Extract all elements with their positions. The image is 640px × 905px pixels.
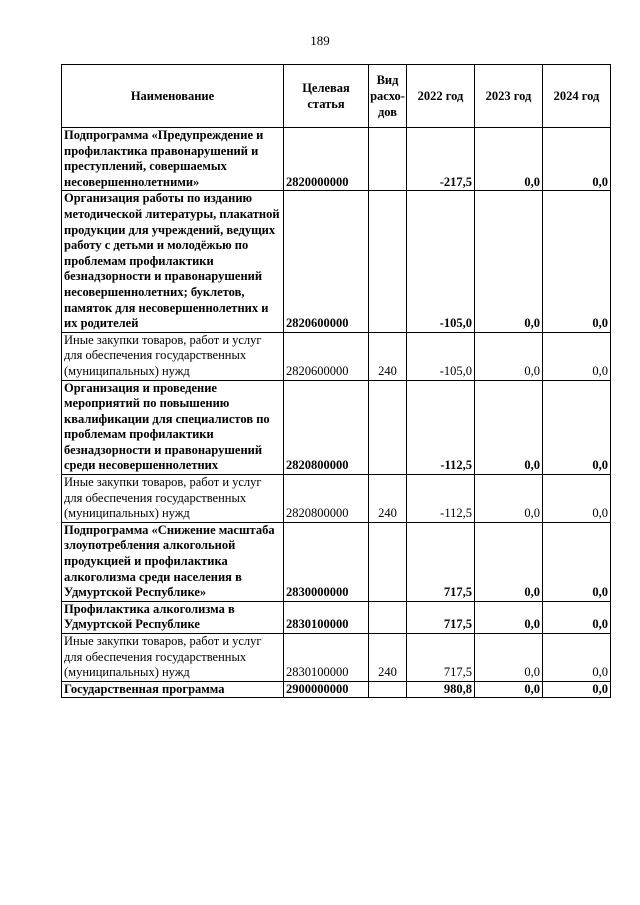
row-target: 2900000000 [284, 681, 369, 698]
row-type [369, 380, 407, 475]
row-2024: 0,0 [543, 634, 611, 682]
row-type: 240 [369, 332, 407, 380]
header-type: Вид расхо-дов [369, 65, 407, 128]
row-2024: 0,0 [543, 475, 611, 523]
row-target: 2820600000 [284, 191, 369, 332]
page-number: 189 [310, 33, 330, 48]
row-target: 2830100000 [284, 634, 369, 682]
table-row [62, 332, 611, 380]
row-target: 2820800000 [284, 475, 369, 523]
row-name: Подпрограмма «Предупреждение и профилактика правонарушений и преступлений, совершаемых несовершеннолетними» [62, 128, 284, 191]
row-name: Иные закупки товаров, работ и услуг для обеспечения государственных (муниципальных) нужд [62, 475, 284, 523]
row-2023: 0,0 [475, 128, 543, 191]
row-target: 2820000000 [284, 128, 369, 191]
table-row [62, 380, 611, 475]
row-2022: 980,8 [407, 681, 475, 698]
row-name: Организация работы по изданию методической литературы, плакатной продукции для учреждений, ведущих работу с детьми и молодёжью по проблемам профилактики безнадзорности и правонарушений несовершеннолетних; буклетов, памяток для несовершеннолетних и их родителей [62, 191, 284, 332]
row-name: Профилактика алкоголизма в Удмуртской Республике [62, 601, 284, 633]
table-row [62, 128, 611, 191]
row-type: 240 [369, 634, 407, 682]
row-2023: 0,0 [475, 332, 543, 380]
row-type [369, 191, 407, 332]
row-target: 2830100000 [284, 601, 369, 633]
header-2024: 2024 год [543, 65, 611, 128]
row-2022: 717,5 [407, 634, 475, 682]
budget-table [61, 64, 611, 698]
table-row [62, 681, 611, 698]
row-2022: -112,5 [407, 380, 475, 475]
row-2024: 0,0 [543, 681, 611, 698]
table-row [62, 634, 611, 682]
header-2023: 2023 год [475, 65, 543, 128]
row-2022: -217,5 [407, 128, 475, 191]
row-2024: 0,0 [543, 380, 611, 475]
row-target: 2820600000 [284, 332, 369, 380]
row-2023: 0,0 [475, 522, 543, 601]
row-2023: 0,0 [475, 191, 543, 332]
table-row [62, 191, 611, 332]
header-target: Целевая статья [284, 65, 369, 128]
row-name: Иные закупки товаров, работ и услуг для обеспечения государственных (муниципальных) нужд [62, 332, 284, 380]
row-2024: 0,0 [543, 191, 611, 332]
row-name: Организация и проведение мероприятий по повышению квалификации для специалистов по проблемам профилактики безнадзорности и правонарушений среди несовершеннолетних [62, 380, 284, 475]
header-2022: 2022 год [407, 65, 475, 128]
row-name: Иные закупки товаров, работ и услуг для обеспечения государственных (муниципальных) нужд [62, 634, 284, 682]
row-2022: 717,5 [407, 522, 475, 601]
row-2023: 0,0 [475, 601, 543, 633]
row-2024: 0,0 [543, 128, 611, 191]
table-row [62, 601, 611, 633]
row-2024: 0,0 [543, 522, 611, 601]
row-2024: 0,0 [543, 601, 611, 633]
row-type [369, 681, 407, 698]
header-name: Наименование [62, 65, 284, 128]
row-2023: 0,0 [475, 380, 543, 475]
row-2023: 0,0 [475, 634, 543, 682]
row-2022: -105,0 [407, 191, 475, 332]
row-name: Государственная программа [62, 681, 284, 698]
row-target: 2820800000 [284, 380, 369, 475]
row-type: 240 [369, 475, 407, 523]
row-2023: 0,0 [475, 475, 543, 523]
row-2022: 717,5 [407, 601, 475, 633]
row-type [369, 601, 407, 633]
table-row [62, 475, 611, 523]
row-2023: 0,0 [475, 681, 543, 698]
row-name: Подпрограмма «Снижение масштаба злоупотребления алкогольной продукцией и профилактика алкоголизма среди населения в Удмуртской Республике» [62, 522, 284, 601]
table-header-row [62, 65, 611, 128]
row-type [369, 128, 407, 191]
row-target: 2830000000 [284, 522, 369, 601]
row-2022: -105,0 [407, 332, 475, 380]
row-2022: -112,5 [407, 475, 475, 523]
row-2024: 0,0 [543, 332, 611, 380]
table-row [62, 522, 611, 601]
row-type [369, 522, 407, 601]
